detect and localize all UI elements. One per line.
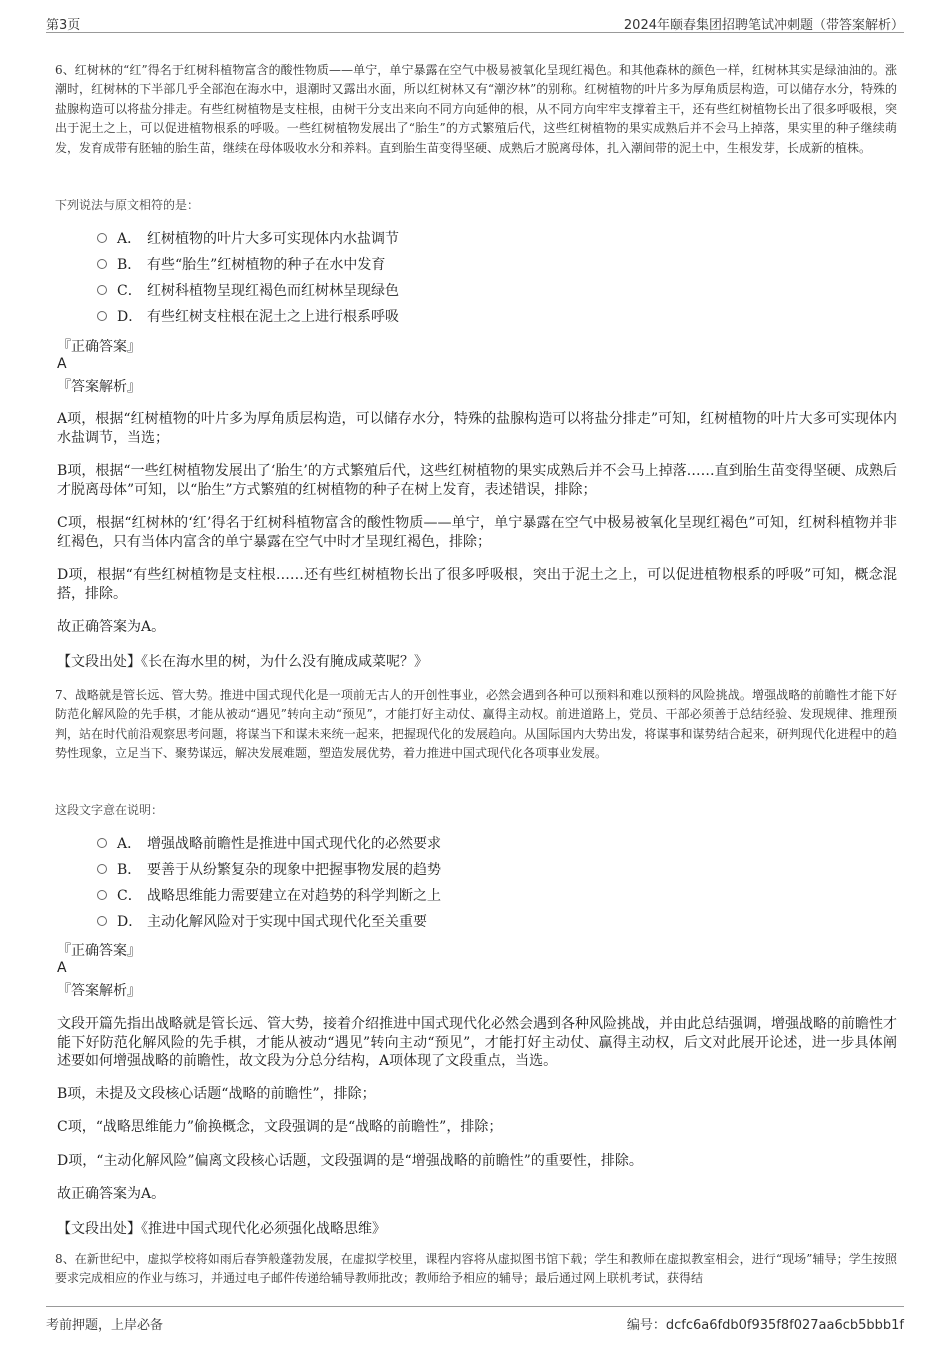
radio-icon[interactable]: [97, 311, 107, 321]
q7-analysis-label: 『答案解析』: [57, 983, 141, 999]
footer-slogan: 考前押题，上岸必备: [46, 1318, 164, 1333]
q6-option-b[interactable]: B． 有些“胎生”红树植物的种子在水中发育: [97, 254, 385, 276]
q6-analysis-c: C项，根据“红树林的‘红’得名于红树科植物富含的酸性物质——单宁，单宁暴露在空气中极易被氧化呈现红褐色”可知，红树科植物并非红褐色，只有当体内富含的单宁暴露在空气中时才呈现红褐色，排除；: [57, 515, 897, 550]
page-footer: [46, 1306, 904, 1333]
radio-icon[interactable]: [97, 916, 107, 926]
q7-analysis-d: D项，“主动化解风险”偏离文段核心话题，文段强调的是“增强战略的前瞻性”的重要性，排除。: [57, 1153, 643, 1169]
radio-icon[interactable]: [97, 233, 107, 243]
radio-icon[interactable]: [97, 259, 107, 269]
q7-option-c[interactable]: C． 战略思维能力需要建立在对趋势的科学判断之上: [97, 885, 441, 907]
q6-answer: A: [57, 356, 67, 372]
document-title: 2024年颐春集团招聘笔试冲刺题（带答案解析）: [623, 18, 904, 33]
q6-analysis-d: D项，根据“有些红树植物是支柱根……还有些红树植物长出了很多呼吸根，突出于泥土之上，可以促进植物根系的呼吸”可知，概念混搭，排除。: [57, 567, 897, 602]
q6-option-a[interactable]: A． 红树植物的叶片大多可实现体内水盐调节: [97, 228, 399, 250]
q6-option-d[interactable]: D． 有些红树支柱根在泥土之上进行根系呼吸: [97, 306, 399, 328]
q7-option-a[interactable]: A． 增强战略前瞻性是推进中国式现代化的必然要求: [97, 833, 441, 855]
q6-passage: 6、红树林的“红”得名于红树科植物富含的酸性物质——单宁，单宁暴露在空气中极易被氧化呈现红褐色。和其他森林的颜色一样，红树林其实是绿油油的。涨潮时，红树林的下半部几乎全部泡在海水中，退潮时又露出水面，所以红树林又有“潮汐林”的别称。红树植物的叶片多为厚角质层构造，可以储存水分，特殊的盐腺构造可以将盐分排走。有些红树植物是支柱根，由树干分支出来向不同方向延伸的根，从不同方向牢牢支撑着主干，还有些红树植物长出了很多呼吸根，突出于泥土之上，可以促进植物根系的呼吸。一些红树植物发展出了“胎生”的方式繁殖后代，这些红树植物的果实成熟后并不会马上掉落，果实里的种子继续萌发，发育成带有胚轴的胎生苗，继续在母体吸收水分和养料。直到胎生苗变得坚硬、成熟后才脱离母体，扎入潮间带的泥土中，生根发芽，长成新的植株。: [55, 63, 897, 155]
q7-analysis-c: C项，“战略思维能力”偷换概念，文段强调的是“战略的前瞻性”，排除；: [57, 1119, 503, 1135]
q6-answer-label: 『正确答案』: [57, 339, 141, 355]
q7-prompt: 这段文字意在说明：: [55, 803, 164, 817]
q6-prompt: 下列说法与原文相符的是：: [55, 198, 200, 212]
q7-option-d[interactable]: D． 主动化解风险对于实现中国式现代化至关重要: [97, 911, 427, 933]
q6-source: 【文段出处】《长在海水里的树，为什么没有腌成咸菜呢？》: [57, 654, 428, 670]
q7-analysis-main: 文段开篇先指出战略就是管长远、管大势，接着介绍推进中国式现代化必然会遇到各种风险挑战，并由此总结强调，增强战略的前瞻性才能下好防范化解风险的先手棋，才能从被动“遇见”转向主动“预见”，才能打好主动仗、赢得主动权，后文对此展开论述，进一步具体阐述要如何增强战略的前瞻性，故文段为分总分结构，A项体现了文段重点，当选。: [57, 1016, 897, 1069]
radio-icon[interactable]: [97, 890, 107, 900]
q7-conclusion: 故正确答案为A。: [57, 1186, 166, 1202]
q8-passage: 8、在新世纪中，虚拟学校将如雨后春笋般蓬勃发展，在虚拟学校里，课程内容将从虚拟图书馆下载；学生和教师在虚拟教室相会，进行“现场”辅导；学生按照要求完成相应的作业与练习，并通过电子邮件传递给辅导教师批改；教师给予相应的辅导；最后通过网上联机考试，获得结: [55, 1252, 897, 1286]
q6-option-c[interactable]: C． 红树科植物呈现红褐色而红树林呈现绿色: [97, 280, 399, 302]
radio-icon[interactable]: [97, 864, 107, 874]
q6-analysis-a: A项，根据“红树植物的叶片多为厚角质层构造，可以储存水分，特殊的盐腺构造可以将盐分排走”可知，红树植物的叶片大多可实现体内水盐调节，当选；: [57, 411, 897, 446]
q7-answer: A: [57, 960, 67, 976]
q6-conclusion: 故正确答案为A。: [57, 619, 166, 635]
q6-analysis-label: 『答案解析』: [57, 379, 141, 395]
radio-icon[interactable]: [97, 285, 107, 295]
page-header: [46, 10, 904, 33]
q7-answer-label: 『正确答案』: [57, 943, 141, 959]
document-id: 编号：dcfc6a6fdb0f935f8f027aa6cb5bbb1f: [626, 1318, 904, 1333]
q7-source: 【文段出处】《推进中国式现代化必须强化战略思维》: [57, 1221, 386, 1237]
q7-analysis-b: B项，未提及文段核心话题“战略的前瞻性”，排除；: [57, 1086, 376, 1102]
radio-icon[interactable]: [97, 838, 107, 848]
q7-option-b[interactable]: B． 要善于从纷繁复杂的现象中把握事物发展的趋势: [97, 859, 441, 881]
page-number: 第3页: [46, 18, 81, 33]
q7-passage: 7、战略就是管长远、管大势。推进中国式现代化是一项前无古人的开创性事业，必然会遇到各种可以预料和难以预料的风险挑战。增强战略的前瞻性才能下好防范化解风险的先手棋，才能从被动“遇见”转向主动“预见”，才能打好主动仗、赢得主动权。前进道路上，党员、干部必须善于总结经验、发现规律、推理预判，站在时代前沿观察思考问题，将谋当下和谋未来统一起来，把握现代化的发展趋向。从国际国内大势出发，将谋事和谋势结合起来，研判现代化进程中的趋势性现象，立足当下、聚势谋远，解决发展难题，塑造发展优势，着力推进中国式现代化各项事业发展。: [55, 688, 897, 761]
q6-analysis-b: B项，根据“一些红树植物发展出了‘胎生’的方式繁殖后代，这些红树植物的果实成熟后并不会马上掉落……直到胎生苗变得坚硬、成熟后才脱离母体”可知，以“胎生”方式繁殖的红树植物的种子在树上发育，表述错误，排除；: [57, 463, 897, 498]
